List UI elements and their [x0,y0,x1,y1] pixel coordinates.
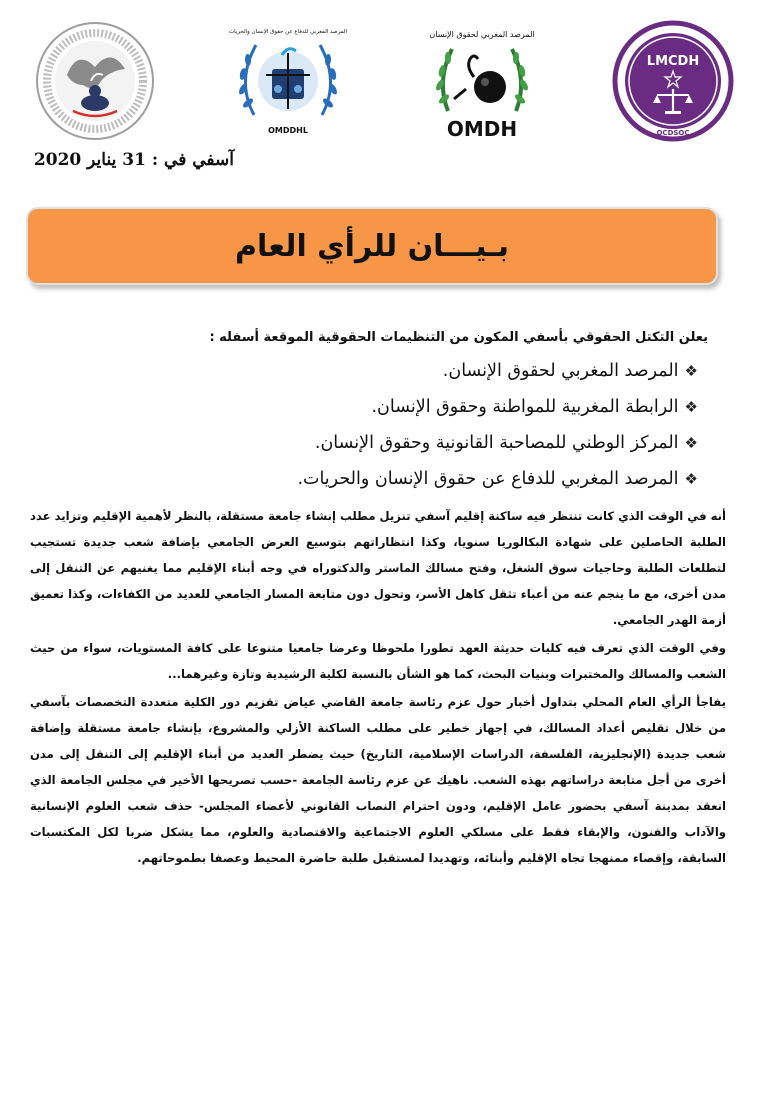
omddhl-emblem-icon [226,19,350,143]
bullet-icon: ❖ [684,398,698,416]
omddhl-logo-text: OMDDHL [267,125,308,135]
paragraph: يفاجأ الرأي العام المحلي بتداول أخبار حول عزم رئاسة جامعة القاضي عياض تقزيم دور الكلية متعددة التخصصات بآسفي من خلال تقليص أعداد المسالك، في إجهاز خطير على مطلب الساكنة الأزلي والمشروع، بإنشاء جامعة مستقلة وإضافة شعب جديدة (الإنجليزية، الفلسفة، الدراسات الإسلامية، التاريخ) حيث يضطر العديد من أبناء الإقليم إلى التنقل إلى مدن أخرى من أجل متابعة دراساتهم بهذه الشعب. ناهيك عن عزم رئاسة الجامعة -حسب تصريحها الأخير في مجلس الجامعة الذي انعقد بمدينة آسفي بحضور عامل الإقليم، ودون احترام النصاب القانوني لأعضاء المجلس- حذف شعب العلوم الإنسانية والآداب والفنون، والإبقاء فقط على مسلكي العلوم الاجتماعية والاقتصادية والعلوم، مما يشكل ضربا لكل المكتسبات السابقة، وإقصاء ممنهجا تجاه الإقليم وأبنائه، وتهديدا لمستقبل طلبة حاضرة المحيط وعصفا بطموحاتهم. [30,695,726,865]
organization-name: المرصد المغربي للدفاع عن حقوق الإنسان والحريات. [297,469,679,489]
omddhl-logo [223,18,353,143]
organization-item [30,353,698,389]
omdh-logo-arabic: المرصد المغربي لحقوق الإنسان [429,29,535,39]
paragraph: وفي الوقت الذي تعرف فيه كليات حديثة العهد تطورا ملحوظا وعرضا جامعيا متنوعا على كافة المستويات، سواء من حيث الشعب والمسالك والمختبرات وبنيات البحث، كما هو الشأن بالنسبة لكلية الرشيدية وتازة وغيرهما... [30,641,726,681]
organization-item [30,389,698,425]
dove-logo [30,18,160,143]
bullet-icon: ❖ [684,470,698,488]
document-date: آسفي في : 31 يناير 2020 [33,150,234,170]
organization-name: الرابطة المغربية للمواطنة وحقوق الإنسان. [371,397,679,417]
dove-emblem-icon [33,19,157,143]
lmcdh-logo-text: LMCDH [646,53,700,69]
organization-item [30,461,698,497]
omdh-logo-text: OMDH [447,116,518,141]
paragraph: أنه في الوقت الذي كانت تنتظر فيه ساكنة إقليم آسفي تنزيل مطلب إنشاء جامعة مستقلة، بالنظر لأهمية الإقليم وتزايد عدد الطلبة الحاصلين على شهادة البكالوريا سنويا، وكذا انتظاراتهم بتوسيع العرض الجامعي بإضافة شعب جديدة تستجيب لتطلعات الطلبة وحاجيات سوق الشغل، وفتح مسالك الماستر والدكتوراه في وجه أبناء الإقليم مما يغنيهم عن التنقل إلى مدن أخرى، مع ما ينجم عنه من أعباء تثقل كاهل الأسر، وتحول دون متابعة المسار الجامعي للعديد من الكفاءات، وكذا تعميق أزمة الهدر الجامعي. [30,509,726,627]
omdh-emblem-icon [418,19,542,143]
organization-item [30,425,698,461]
page-title: بـيـــان للرأي العام [235,228,509,264]
omddhl-logo-arabic: المرصد المغربي للدفاع عن حقوق الإنسان والحريات [228,28,347,35]
lmcdh-logo-subtext: OCDSOC [656,128,690,137]
organization-name: المرصد المغربي لحقوق الإنسان. [442,361,679,381]
organization-name: المركز الوطني للمصاحبة القانونية وحقوق الإنسان. [314,433,679,453]
lmcdh-emblem-icon [611,19,735,143]
bullet-icon: ❖ [684,362,698,380]
bullet-icon: ❖ [684,434,698,452]
statement-paragraphs [30,503,726,871]
organizations-list [30,353,726,497]
intro-text: يعلن التكتل الحقوقي بأسفي المكون من التنظيمات الحقوقية الموقعة أسفله : [209,330,708,345]
title-banner [26,207,718,285]
logos-row [30,18,738,143]
omdh-logo [415,18,545,143]
lmcdh-logo [608,18,738,143]
statement-body [30,330,726,873]
